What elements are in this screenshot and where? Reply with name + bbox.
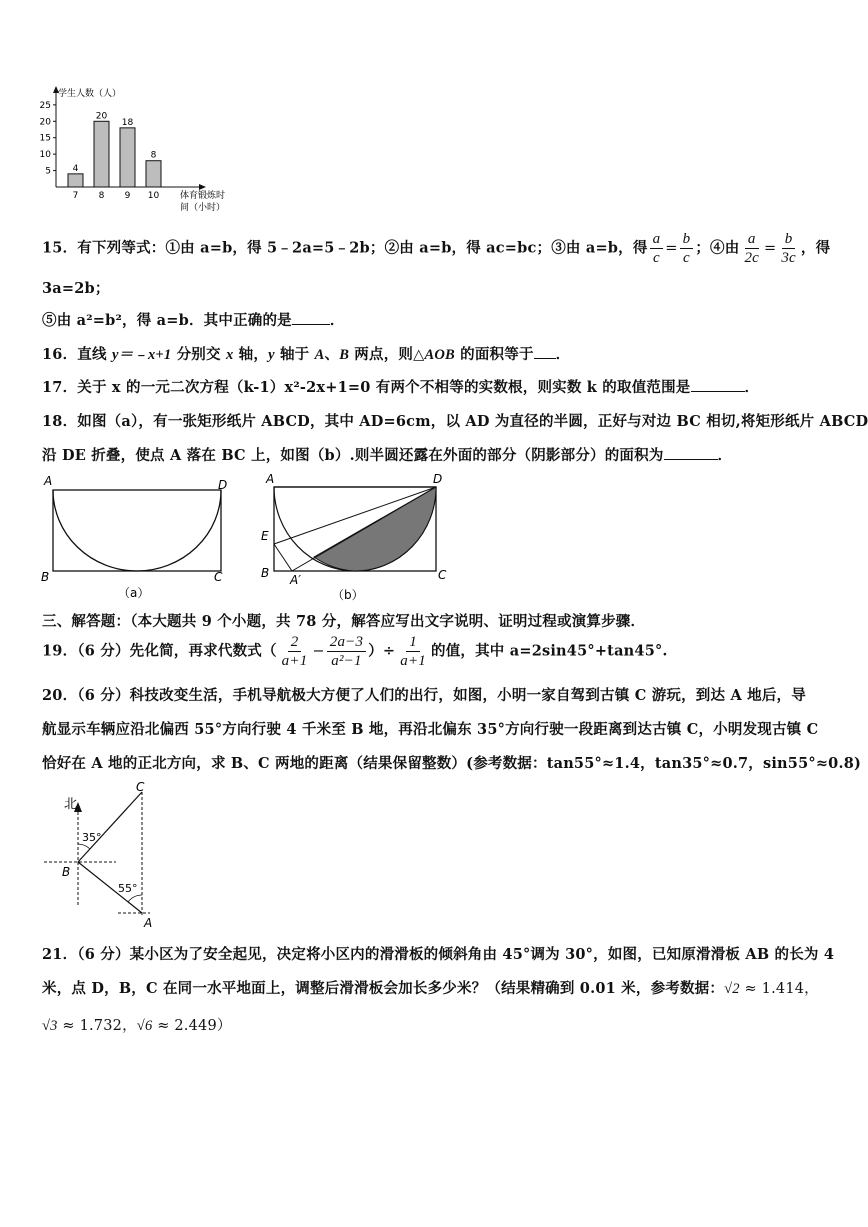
question-20-line1: 20．（6 分）科技改变生活，手机导航极大方便了人们的出行，如图，小明一家自驾到古镇 C 游玩，到达 A 地后，导 xyxy=(42,687,806,704)
label-a: A xyxy=(266,472,275,486)
bar-value-label: 4 xyxy=(72,163,79,174)
x-tick-label: 10 xyxy=(147,191,160,201)
label-d: D xyxy=(433,472,443,486)
x-axis-label: 体育锻炼时 xyxy=(180,191,226,201)
answer-blank xyxy=(664,445,718,460)
label-d: D xyxy=(218,478,228,492)
bar xyxy=(68,174,83,187)
caption-b: （b） xyxy=(332,588,364,602)
fraction: $\frac{2a-3}{\text{a²−1}}$ xyxy=(327,633,366,670)
x-tick-label: 7 xyxy=(72,191,79,201)
question-19: 19．（6 分）先化简，再求代数式（ $\frac{2}{a+1}$ − $\frac{2a-3}{\text{a²−1}}$ ）÷ $\frac{1}{a+1}$ 的值，其中 a=2sin45°+tan45°. xyxy=(42,634,668,669)
answer-blank xyxy=(534,344,556,359)
bar-value-label: 18 xyxy=(121,117,134,128)
bar xyxy=(120,128,135,187)
label-e: E xyxy=(261,529,269,543)
label-a: A xyxy=(144,916,153,930)
rectangle-abcd xyxy=(53,490,221,571)
label-a: A xyxy=(44,474,53,488)
segment-ea xyxy=(274,544,292,571)
label-a-prime: A′ xyxy=(290,573,301,587)
fraction: $\frac{a}{c}$ xyxy=(650,230,664,267)
label-b: B xyxy=(41,570,50,584)
question-16: 16．直线 y＝﹣x+1 分别交 x 轴，y 轴于 A、B 两点，则△AOB 的面积等于 ． xyxy=(42,346,571,363)
x-tick-label: 8 xyxy=(98,191,105,201)
bar xyxy=(146,161,161,187)
answer-blank xyxy=(691,377,745,392)
question-15-line2: 3a=2b； xyxy=(42,280,110,297)
y-tick-label: 15 xyxy=(39,133,51,144)
y-axis-label: 学生人数（人） xyxy=(58,89,122,99)
question-15-line3: ⑤由 a²=b²，得 a=b．其中正确的是 ． xyxy=(42,312,345,329)
question-20-line2: 航显示车辆应沿北偏西 55°方向行驶 4 千米至 B 地，再沿北偏东 35°方向行驶一段距离到达古镇 C，小明发现古镇 C xyxy=(42,721,819,738)
label-b: B xyxy=(261,566,270,580)
semicircle xyxy=(53,490,221,571)
caption-a: （a） xyxy=(118,586,150,600)
question-21-line3: √3 ≈ 1.732，√6 ≈ 2.449） xyxy=(42,1018,232,1034)
x-axis-label: 间（小时） xyxy=(180,203,226,213)
label-c: C xyxy=(214,570,223,584)
question-21-line1: 21．（6 分）某小区为了安全起见，决定将小区内的滑滑板的倾斜角由 45°调为 30°，如图，已知原滑滑板 AB 的长为 4 xyxy=(42,946,835,963)
question-17: 17．关于 x 的一元二次方程（k-1）x²-2x+1=0 有两个不相等的实数根，则实数 k 的取值范围是 ． xyxy=(42,379,760,396)
segment-bc xyxy=(78,792,142,862)
y-tick-label: 10 xyxy=(39,150,51,161)
fraction: $\frac{b}{3c}$ xyxy=(781,231,796,266)
question-21-line2: 米，点 D，B，C 在同一水平地面上，调整后滑滑板会加长多少米？（结果精确到 0.01 米，参考数据：√2 ≈ 1.414， xyxy=(42,980,819,997)
question-18-line1: 18．如图（a），有一张矩形纸片 ABCD，其中 AD=6cm，以 AD 为直径的半圆，正好与对边 BC 相切,将矩形纸片 ABCD xyxy=(42,413,868,430)
bar-chart xyxy=(30,82,230,222)
angle-35: 35° xyxy=(82,831,102,844)
fraction: $\frac{b}{c}$ xyxy=(680,230,694,267)
label-c: C xyxy=(136,780,145,794)
bar xyxy=(94,121,109,187)
label-north: 北 xyxy=(64,797,78,812)
y-tick-label: 25 xyxy=(39,100,51,111)
fraction: $\frac{a}{2c}$ xyxy=(744,231,759,266)
x-tick-label: 9 xyxy=(124,191,131,201)
y-tick-label: 20 xyxy=(39,117,51,128)
y-tick-label: 5 xyxy=(45,166,51,177)
x-axis-arrow-icon xyxy=(199,184,206,190)
bar-value-label: 20 xyxy=(95,111,108,122)
answer-blank xyxy=(292,310,330,325)
question-20-line3: 恰好在 A 地的正北方向，求 B、C 两地的距离（结果保留整数）(参考数据：tan55°≈1.4，tan35°≈0.7，sin55°≈0.8) xyxy=(42,755,862,772)
fraction: $\frac{1}{a+1}$ xyxy=(400,634,426,669)
label-c: C xyxy=(438,568,447,582)
fraction: $\frac{2}{a+1}$ xyxy=(281,634,308,669)
shaded-region xyxy=(314,487,436,571)
label-b: B xyxy=(62,865,71,879)
question-15-line1: 15．有下列等式：①由 a=b，得 5﹣2a=5﹣2b；②由 a=b，得 ac=bc；③由 a=b，得 $\frac{a}{c}$ = $\frac{b}{c}$ ；④由 $\frac{a}{2c}$ = $\frac{b}{3c}$ ，得 xyxy=(42,231,831,266)
figure-20 xyxy=(40,780,170,930)
figure-a xyxy=(38,472,238,602)
angle-55: 55° xyxy=(118,882,138,895)
section-heading: 三、解答题：（本大题共 9 个小题，共 78 分，解答应写出文字说明、证明过程或演算步骤． xyxy=(42,613,646,630)
bar-value-label: 8 xyxy=(150,150,157,161)
question-18-line2: 沿 DE 折叠，使点 A 落在 BC 上，如图（b）.则半圆还露在外面的部分（阴影部分）的面积为 ． xyxy=(42,447,733,464)
figure-b xyxy=(252,470,462,605)
